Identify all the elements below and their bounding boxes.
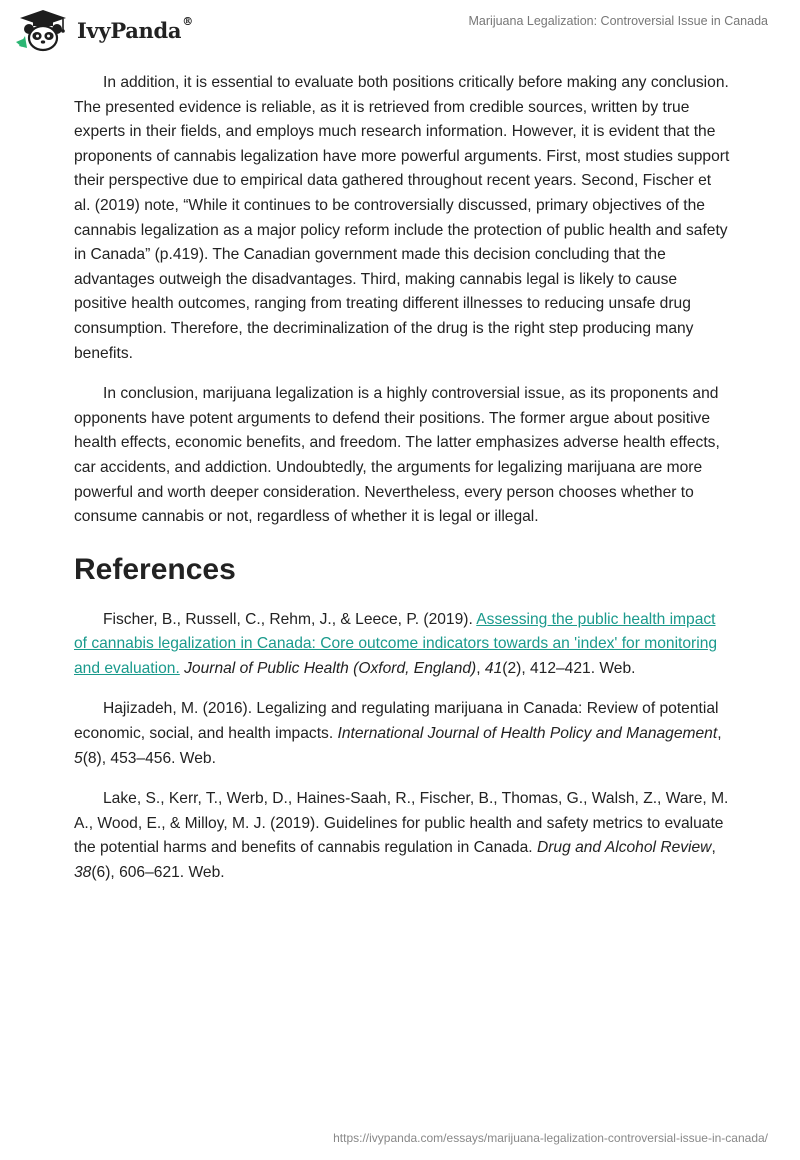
logo-text: IvyPanda®	[77, 14, 193, 43]
document-title: Marijuana Legalization: Controversial Issue in Canada	[468, 14, 768, 28]
reference-item: Fischer, B., Russell, C., Rehm, J., & Leece, P. (2019). Assessing the public health impact of cannabis legalization in Canada: Core outcome indicators towards an 'index' for monitoring and evaluation. Journal of Public Health (Oxford, England), 41(2), 412–421. Web.	[74, 610, 718, 677]
footer-source-url: https://ivypanda.com/essays/marijuana-legalization-controversial-issue-in-canada/	[333, 1131, 768, 1145]
ivypanda-logo[interactable]	[14, 8, 193, 52]
page-header	[0, 0, 800, 62]
reference-item: Lake, S., Kerr, T., Werb, D., Haines-Saah, R., Fischer, B., Thomas, G., Walsh, Z., Ware, M. A., Wood, E., & Milloy, M. J. (2019). Guidelines for public health and safety metrics to evaluate the potential harms and benefits of cannabis regulation in Canada. Drug and Alcohol Review, 38(6), 606–621. Web.	[74, 790, 729, 882]
essay-content	[74, 71, 730, 902]
panda-graduate-icon	[14, 8, 72, 52]
reference-link[interactable]: Assessing the public health impact of cannabis legalization in Canada: Core outcome indicators towards an 'index' for monitoring and evaluation.	[74, 610, 718, 677]
body-paragraph-evaluation: In addition, it is essential to evaluate both positions critically before making any conclusion. The presented evidence is reliable, as it is retrieved from credible sources, written by true experts in their fields, and employs much research information. However, it is evident that the proponents of cannabis legalization have more powerful arguments. First, most studies support their perspective due to empirical data gathered throughout recent years. Second, Fischer et al. (2019) note, “While it continues to be controversially discussed, primary objectives of the cannabis legalization as a major policy reform include the protection of public health and safety in Canada” (p.419). The Canadian government made this decision concluding that the advantages outweigh the disadvantages. Third, making cannabis legal is likely to cause positive health outcomes, ranging from treating different illnesses to reducing unsafe drug consumption. Therefore, the decriminalization of the drug is the right step producing many benefits.	[74, 74, 730, 362]
reference-item: Hajizadeh, M. (2016). Legalizing and regulating marijuana in Canada: Review of potential economic, social, and health impacts. International Journal of Health Policy and Management, 5(8), 453–456. Web.	[74, 700, 722, 767]
reference-journal: International Journal of Health Policy and Management	[337, 725, 718, 743]
references-heading: References	[74, 552, 236, 586]
reference-journal: Drug and Alcohol Review	[536, 839, 712, 857]
reference-volume: 5	[74, 749, 83, 767]
reference-volume: 38	[74, 864, 92, 882]
body-paragraph-conclusion: In conclusion, marijuana legalization is a highly controversial issue, as its proponents and opponents have potent arguments to defend their positions. The former argue about positive health effects, economic benefits, and freedom. The latter emphasizes adverse health effects, car accidents, and addiction. Undoubtedly, the arguments for legalizing marijuana are more powerful and worth deeper consideration. Nevertheless, every person chooses whether to consume cannabis or not, regardless of whether it is legal or illegal.	[74, 385, 720, 526]
reference-journal: Journal of Public Health (Oxford, England)	[184, 659, 477, 677]
reference-volume: 41	[484, 659, 503, 677]
